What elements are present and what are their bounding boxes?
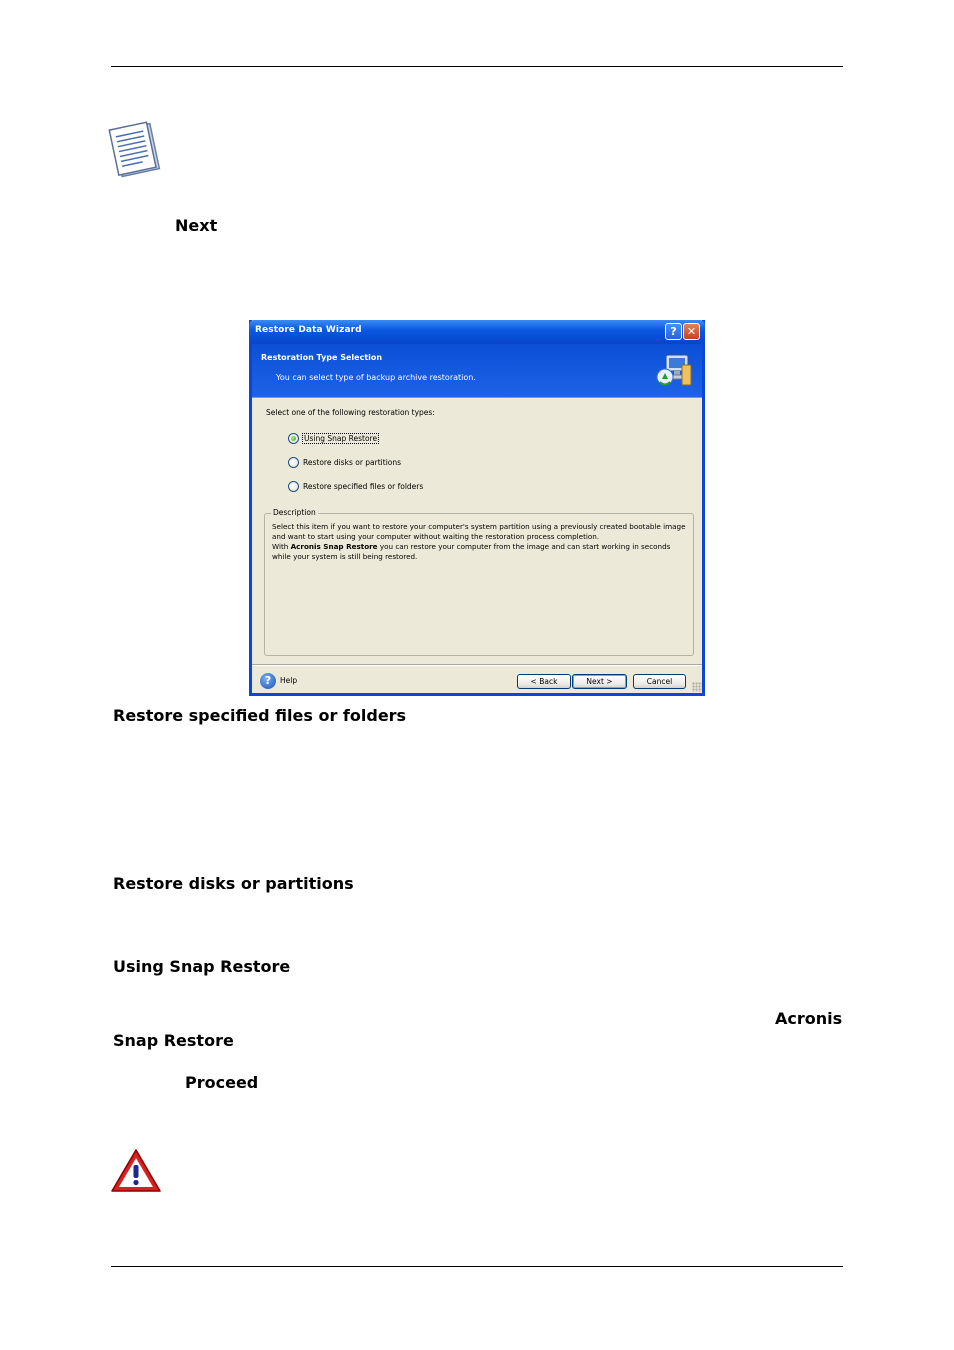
help-link[interactable]: Help (280, 676, 298, 685)
wizard-header (252, 344, 702, 398)
warning-triangle-icon (110, 1147, 162, 1195)
next-keyword: Next (175, 216, 218, 235)
option-label: Restore disks or partitions (303, 457, 402, 467)
title-close-button[interactable]: ✕ (683, 323, 700, 340)
description-with: With (272, 542, 291, 551)
resize-grip[interactable] (692, 682, 702, 692)
heading-restore-files: Restore specified files or folders (113, 706, 407, 725)
restore-data-wizard-dialog (249, 320, 705, 696)
notepad-icon (108, 121, 164, 179)
footer-rule (111, 1266, 843, 1267)
next-button[interactable]: Next > (572, 674, 627, 689)
radio-selected-icon[interactable] (288, 433, 299, 444)
description-bold: Acronis Snap Restore (290, 542, 378, 551)
description-text (272, 522, 690, 562)
heading-snap-restore: Using Snap Restore (113, 957, 291, 976)
restoration-type-prompt: Select one of the following restoration types: (266, 408, 435, 417)
description-legend: Description (273, 508, 316, 517)
option-restore-disks-or-partitions[interactable] (288, 455, 401, 469)
help-circle-icon[interactable]: ? (260, 673, 276, 689)
restore-computer-icon (654, 351, 694, 391)
description-rest: you can restore your computer from the image and can start working in seconds while your system is still being restored. (272, 542, 671, 561)
description-group (264, 508, 694, 656)
option-using-snap-restore[interactable] (288, 431, 378, 445)
radio-icon[interactable] (288, 481, 299, 492)
proceed-keyword: Proceed (185, 1073, 259, 1092)
description-line1: Select this item if you want to restore your computer's system partition using a previously created bootable image and want to start using your computer without waiting the restoration process completion. (272, 522, 686, 541)
option-label: Restore specified files or folders (303, 481, 424, 491)
cancel-button[interactable]: Cancel (633, 674, 686, 689)
back-button[interactable]: < Back (517, 674, 571, 689)
title-help-button[interactable]: ? (665, 323, 682, 340)
window-title: Restore Data Wizard (255, 325, 362, 335)
snap-restore-word: Snap Restore (113, 1031, 234, 1050)
option-restore-specified-files-or-folders[interactable] (288, 479, 423, 493)
option-label: Using Snap Restore (304, 433, 378, 443)
radio-icon[interactable] (288, 457, 299, 468)
footer-separator (252, 664, 702, 666)
header-rule (111, 66, 843, 67)
wizard-step-title: Restoration Type Selection (261, 353, 383, 362)
title-bar (249, 320, 705, 344)
acronis-word: Acronis (775, 1009, 843, 1028)
wizard-step-subtitle: You can select type of backup archive restoration. (276, 373, 476, 382)
heading-restore-disks: Restore disks or partitions (113, 874, 354, 893)
